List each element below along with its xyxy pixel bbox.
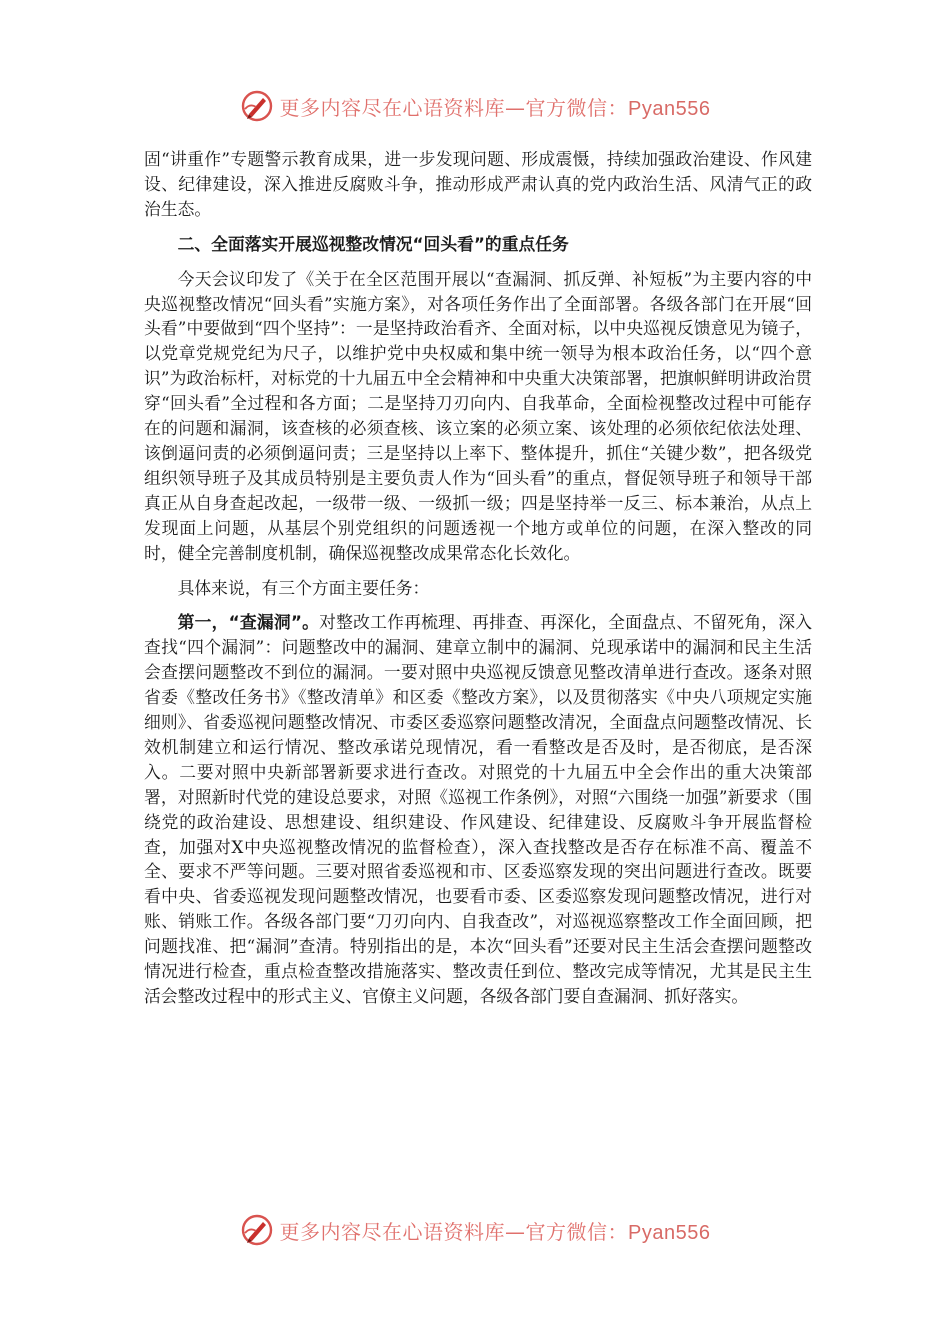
section-heading: 二、全面落实开展巡视整改情况“回头看”的重点任务 [177, 233, 569, 254]
banner-text [280, 1216, 711, 1245]
pen-logo-icon [240, 89, 274, 123]
banner-main-text: 更多内容尽在心语资料库 [279, 95, 506, 120]
banner-dash: — [505, 95, 526, 120]
banner-wechat-label: 官方微信： [525, 1219, 629, 1244]
first-task-lead: 第一，“查漏洞”。 [177, 612, 320, 633]
document-body [144, 147, 812, 1009]
first-task-body: 对整改工作再梳理、再排查、再深化，全面盘点、不留死角，深入查找“四个漏洞”：问题整改中的漏洞、建章立制中的漏洞、兑现承诺中的漏洞和民主生活会查摆问题整改不到位的漏洞。一要对照中央巡视反馈意见整改清单进行查改。逐条对照省委《整改任务书》《整改清单》和区委《整改方案》，以及贯彻落实《中央八项规定实施细则》、省委巡视问题整改情况、市委区委巡察问题整改清况，全面盘点问题整改情况、长效机制建立和运行情况、整改承诺兑现情况，看一看整改是否及时，是否彻底，是否深入。二要对照中央新部署新要求进行查改。对照党的十九届五中全会作出的重大决策部署，对照新时代党的建设总要求，对照《巡视工作条例》，对照“六围绕一加强”新要求（围绕党的政治建设、思想建设、组织建设、作风建设、纪律建设、反腐败斗争开展监督检查，加强对X中央巡视整改情况的监督检查），深入查找整改是否存在标准不高、覆盖不全、要求不严等问题。三要对照省委巡视和市、区委巡察发现的突出问题进行查改。既要看中央、省委巡视发现问题整改情况，也要看市委、区委巡察发现问题整改情况，进行对账、销账工作。各级各部门要“刀刃向内、自我查改”，对巡视巡察整改工作全面回顾，把问题找准、把“漏洞”查清。特别指出的是，本次“回头看”还要对民主生活会查摆问题整改情况进行检查，重点检查整改措施落实、整改责任到位、整改完成等情况，尤其是民主生活会整改过程中的形式主义、官僚主义问题，各级各部门要自查漏洞、抓好落实。 [144, 612, 812, 1006]
banner-dash: — [505, 1219, 526, 1244]
footer-banner [0, 1208, 950, 1252]
header-banner [0, 84, 950, 128]
paragraph-plan: 今天会议印发了《关于在全区范围开展以“查漏洞、抓反弹、补短板”为主要内容的中央巡视整改情况“回头看”实施方案》，对各项任务作出了全面部署。各级各部门在开展“回头看”中要做到“四个坚持”：一是坚持政治看齐、全面对标，以中央巡视反馈意见为镜子，以党章党规党纪为尺子，以维护党中央权威和集中统一领导为根本政治任务，以“四个意识”为政治标杆，对标党的十九届五中全会精神和中央重大决策部署，把旗帜鲜明讲政治贯穿“回头看”全过程和各方面；二是坚持刀刃向内、自我革命，全面检视整改过程中可能存在的问题和漏洞，该查核的必须查核、该立案的必须立案、该处理的必须依纪依法处理、该倒逼问责的必须倒逼问责；三是坚持以上率下、整体提升，抓住“关键少数”，把各级党组织领导班子及其成员特别是主要负责人作为“回头看”的重点，督促领导班子和领导干部真正从自身查起改起，一级带一级、一级抓一级；四是坚持举一反三、标本兼治，从点上发现面上问题，从基层个别党组织的问题透视一个地方或单位的问题，在深入整改的同时，健全完善制度机制，确保巡视整改成果常态化长效化。 [144, 268, 812, 563]
pen-logo-icon [240, 1213, 274, 1247]
banner-wechat-label: 官方微信： [525, 95, 629, 120]
paragraph-first-task [144, 610, 812, 1009]
paragraph-three-tasks: 具体来说，有三个方面主要任务： [177, 577, 430, 598]
banner-wechat-id: Pyan556 [628, 1221, 711, 1244]
banner-main-text: 更多内容尽在心语资料库 [279, 1219, 506, 1244]
banner-text [280, 92, 711, 121]
banner-wechat-id: Pyan556 [628, 97, 711, 120]
paragraph-intro: 固“讲重作”专题警示教育成果，进一步发现问题、形成震慑，持续加强政治建设、作风建设、纪律建设，深入推进反腐败斗争，推动形成严肃认真的党内政治生活、风清气正的政治生态。 [144, 149, 812, 219]
